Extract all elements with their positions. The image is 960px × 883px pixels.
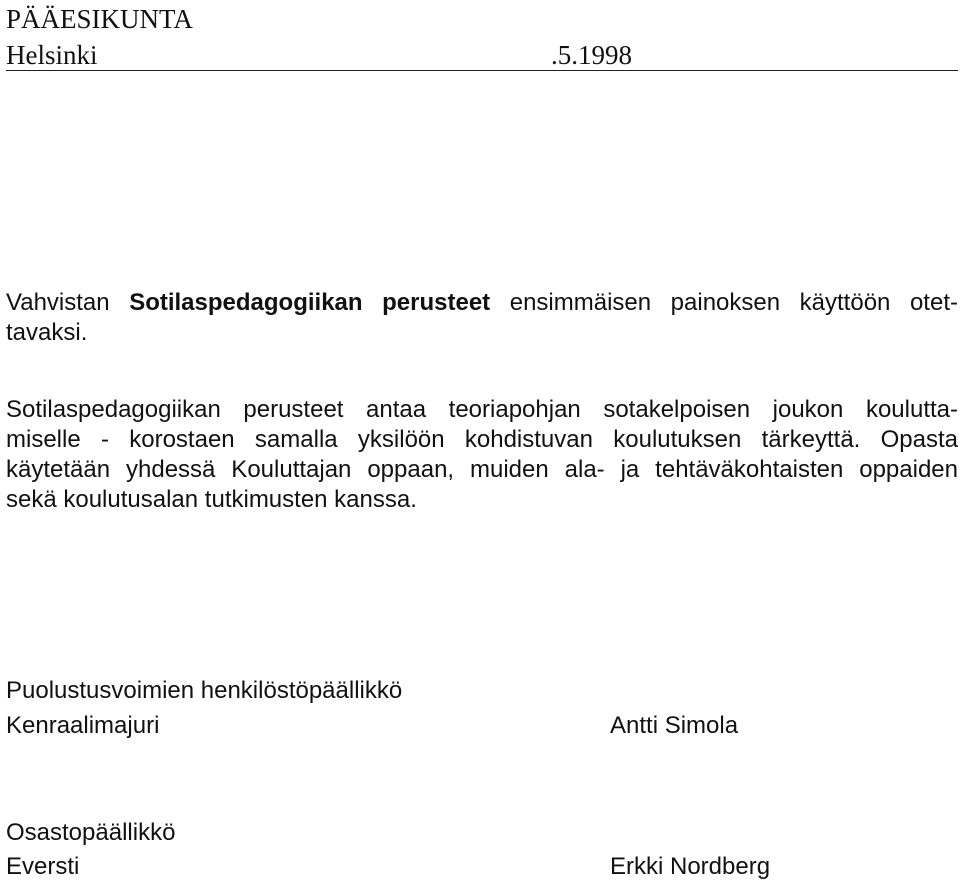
organization-name: PÄÄESIKUNTA <box>6 4 193 34</box>
signatory-2-name: Erkki Nordberg <box>610 853 771 880</box>
signatory-1-name: Antti Simola <box>610 712 739 739</box>
confirmation-line-1 <box>6 288 958 318</box>
description-line: sekä koulutusalan tutkimusten kanssa. <box>6 486 417 513</box>
confirmation-paragraph <box>6 288 958 348</box>
confirmation-text-start: Vahvistan <box>6 289 130 316</box>
confirmation-line-2: tavaksi. <box>6 319 88 346</box>
date: .5.1998 <box>551 40 632 70</box>
description-paragraph <box>6 395 958 515</box>
signatory-2-rank: Eversti <box>6 853 80 880</box>
description-line: käytetään yhdessä Kouluttajan oppaan, muiden ala- ja tehtäväkohtaisten oppaiden <box>6 456 958 483</box>
header-place-date-line <box>6 40 958 71</box>
description-line: Sotilaspedagogiikan perusteet antaa teoriapohjan sotakelpoisen joukon koulutta- <box>6 396 958 423</box>
book-title: Sotilaspedagogiikan perusteet <box>129 289 491 316</box>
city: Helsinki <box>6 40 98 70</box>
signatory-1-title: Puolustusvoimien henkilöstöpäällikkö <box>6 677 403 704</box>
signatory-1-rank: Kenraalimajuri <box>6 712 160 739</box>
description-line: miselle - korostaen samalla yksilöön kohdistuvan koulutuksen tärkeyttä. Opasta <box>6 426 958 453</box>
confirmation-text-end: ensimmäisen painoksen käyttöön otet- <box>490 289 958 316</box>
signatory-2-title: Osastopäällikkö <box>6 819 176 846</box>
